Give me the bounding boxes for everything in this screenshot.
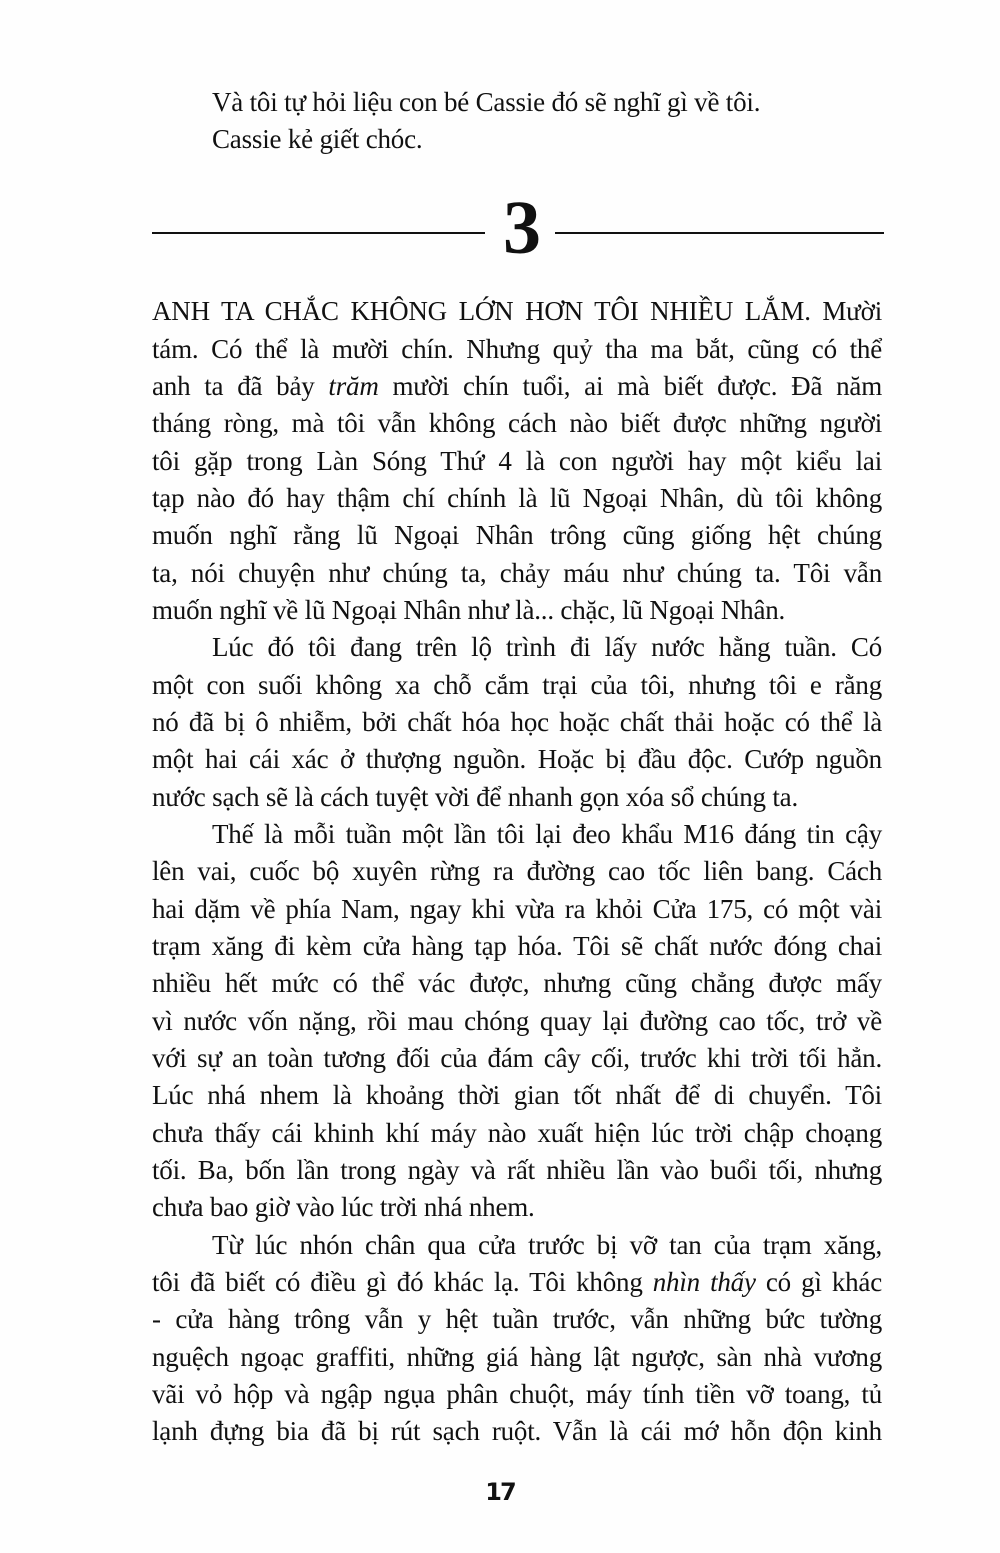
text-line: vãi vỏ hộp và ngập ngụa phân chuột, máy tính tiền vỡ toang, tủ bbox=[152, 1379, 882, 1409]
italic-emphasis: nhìn thấy bbox=[652, 1267, 756, 1297]
text-line: một con suối không xa chỗ cắm trại của tôi, nhưng tôi e rằng bbox=[152, 670, 882, 700]
intro-line: Cassie kẻ giết chóc. bbox=[212, 124, 423, 154]
text-line: Lúc đó tôi đang trên lộ trình đi lấy nước hằng tuần. Có bbox=[212, 632, 882, 662]
text-line: tháng ròng, mà tôi vẫn không cách nào biết được những người bbox=[152, 408, 882, 438]
text-line: với sự an toàn tương đối của đám cây cối, trước khi trời tối hẳn. bbox=[152, 1043, 882, 1073]
chapter-number: 3 bbox=[503, 186, 541, 270]
text-line bbox=[152, 368, 882, 404]
text-line: hai dặm về phía Nam, ngay khi vừa ra khỏi Cửa 175, có một vài bbox=[152, 894, 882, 924]
text-line: Lúc nhá nhem là khoảng thời gian tốt nhất để di chuyển. Tôi bbox=[152, 1080, 882, 1110]
text-line: tám. Có thể là mười chín. Nhưng quỷ tha ma bắt, cũng có thể bbox=[152, 334, 882, 364]
text-line: ta, nói chuyện như chúng ta, chảy máu như chúng ta. Tôi vẫn bbox=[152, 558, 882, 588]
text-line: lên vai, cuốc bộ xuyên rừng ra đường cao tốc liên bang. Cách bbox=[152, 856, 882, 886]
text-segment: tôi đã biết có điều gì đó khác lạ. Tôi không bbox=[152, 1267, 653, 1297]
text-line: tạp nào đó hay thậm chí chính là lũ Ngoại Nhân, dù tôi không bbox=[152, 483, 882, 513]
text-line: muốn nghĩ về lũ Ngoại Nhân như là... chặc, lũ Ngoại Nhân. bbox=[152, 595, 786, 625]
text-line: chưa thấy cái khinh khí máy nào xuất hiện lúc trời chập choạng bbox=[152, 1118, 882, 1148]
chapter-rule-left bbox=[152, 232, 485, 234]
text-line: vì nước vốn nặng, rồi mau chóng quay lại đường cao tốc, trở về bbox=[152, 1006, 882, 1036]
text-segment: có gì khác bbox=[755, 1267, 882, 1297]
text-line: một hai cái xác ở thượng nguồn. Hoặc bị đầu độc. Cướp nguồn bbox=[152, 744, 882, 774]
page-number: 17 bbox=[485, 1478, 515, 1506]
text-line: chưa bao giờ vào lúc trời nhá nhem. bbox=[152, 1192, 535, 1222]
text-line: lạnh đựng bia đã bị rút sạch ruột. Vẫn là cái mớ hỗn độn kinh bbox=[152, 1416, 882, 1446]
chapter-heading bbox=[152, 188, 884, 268]
text-line bbox=[152, 1264, 882, 1300]
text-line: tối. Ba, bốn lần trong ngày và rất nhiều lần vào buổi tối, nhưng bbox=[152, 1155, 882, 1185]
text-segment: mười chín tuổi, ai mà biết được. Đã năm bbox=[378, 371, 882, 401]
text-line: ANH TA CHẮC KHÔNG LỚN HƠN TÔI NHIỀU LẮM. Mười bbox=[152, 296, 882, 326]
text-line: nước sạch sẽ là cách tuyệt vời để nhanh gọn xóa sổ chúng ta. bbox=[152, 782, 798, 812]
chapter-rule-right bbox=[555, 232, 884, 234]
text-line: nguệch ngoạc graffiti, những giá hàng lật ngược, sàn nhà vương bbox=[152, 1342, 882, 1372]
intro-line: Và tôi tự hỏi liệu con bé Cassie đó sẽ nghĩ gì về tôi. bbox=[212, 87, 761, 117]
text-segment: anh ta đã bảy bbox=[152, 371, 329, 401]
text-line: Từ lúc nhón chân qua cửa trước bị vỡ tan của trạm xăng, bbox=[212, 1230, 882, 1260]
text-line: nhiều hết mức có thể vác được, nhưng cũng chẳng được mấy bbox=[152, 968, 882, 998]
text-line: tôi gặp trong Làn Sóng Thứ 4 là con người hay một kiểu lai bbox=[152, 446, 882, 476]
text-line: nó đã bị ô nhiễm, bởi chất hóa học hoặc chất thải hoặc có thể là bbox=[152, 707, 882, 737]
italic-emphasis: trăm bbox=[328, 371, 379, 401]
text-line: Thế là mỗi tuần một lần tôi lại đeo khẩu M16 đáng tin cậy bbox=[212, 819, 882, 849]
text-line: muốn nghĩ rằng lũ Ngoại Nhân trông cũng giống hệt chúng bbox=[152, 520, 882, 550]
text-line: - cửa hàng trông vẫn y hệt tuần trước, vẫn những bức tường bbox=[152, 1304, 882, 1334]
text-line: trạm xăng đi kèm cửa hàng tạp hóa. Tôi sẽ chất nước đóng chai bbox=[152, 931, 882, 961]
